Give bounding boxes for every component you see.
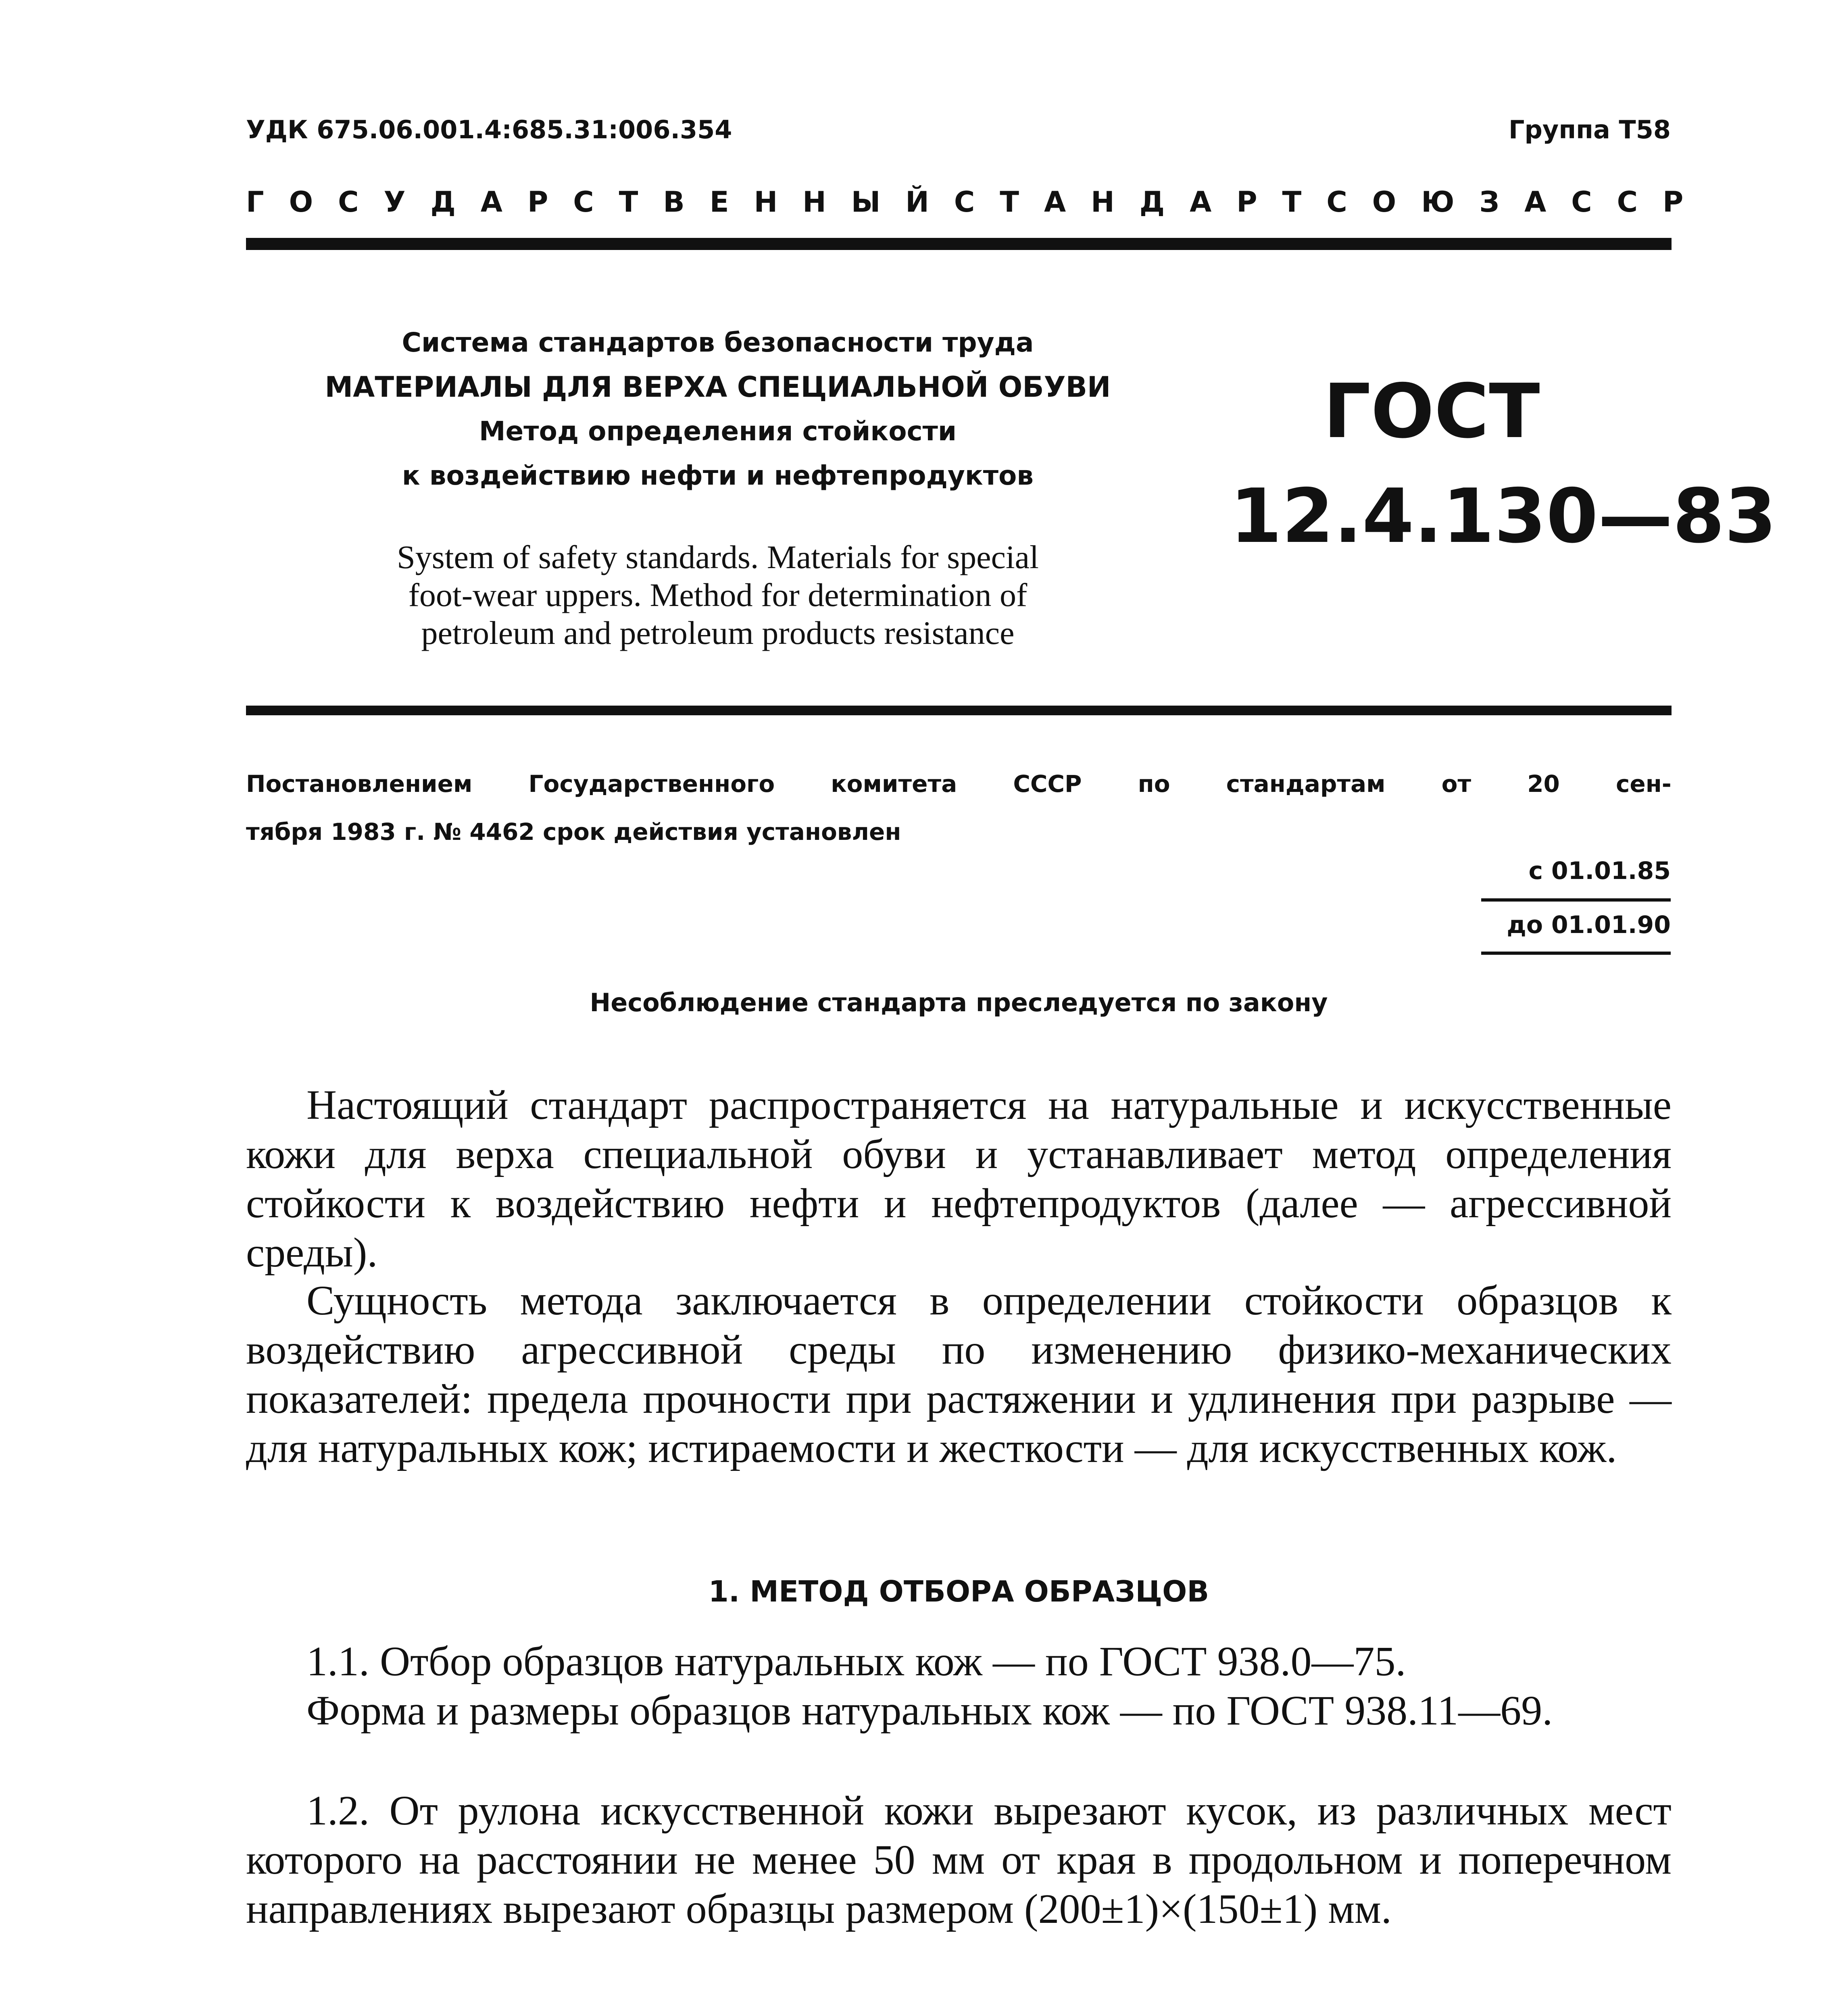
validity-underline (1481, 952, 1671, 955)
clause-1-1: 1.1. Отбор образцов натуральных кож — по ГОСТ 938.0—75. (306, 1638, 1406, 1685)
decree-word: СССР (1013, 770, 1082, 798)
decree-word: стандартам (1226, 770, 1386, 798)
validity-separator (1481, 898, 1671, 902)
decree-word: от (1441, 770, 1472, 798)
english-line-2: foot-wear uppers. Method for determination of (408, 577, 1028, 613)
decree-word: Постановлением (246, 770, 473, 798)
validity-period (1481, 855, 1671, 955)
udc-code: УДК 675.06.001.4:685.31:006.354 (246, 115, 732, 144)
middle-rule (246, 706, 1672, 715)
banner-word-4: ССР (1571, 185, 1709, 219)
intro-paragraph-essence: Сущность метода заключается в определении стойкости образцов к воздействию агрессивной среды по изменению физико-механических показателей: предела прочности при растяжении и удлинения при разрыве — для натуральных кож; истираемости и жесткости — для искусственных кож. (246, 1277, 1672, 1471)
clause-1-1-form: Форма и размеры образцов натуральных кож — по ГОСТ 938.11—69. (306, 1687, 1553, 1734)
banner-word-2: СТАНДАРТ (954, 185, 1327, 219)
title-line-method: Метод определения стойкости (479, 416, 957, 447)
english-line-1: System of safety standards. Materials for special (397, 539, 1039, 575)
valid-to-date: до 01.01.90 (1507, 911, 1671, 939)
decree-line-1 (246, 752, 1672, 816)
title-line-resistance: к воздействию нефти и нефтепродуктов (402, 460, 1034, 491)
decree-text (246, 752, 1672, 848)
noncompliance-notice: Несоблюдение стандарта преследуется по закону (590, 988, 1328, 1017)
gost-number: 12.4.130—83 (1230, 473, 1777, 560)
section-heading: 1. МЕТОД ОТБОРА ОБРАЗЦОВ (708, 1574, 1209, 1608)
clause-1-2: 1.2. От рулона искусственной кожи вырезают кусок, из различных мест которого на расстоянии не менее 50 мм от края в продольном и поперечном направлениях вырезают образцы размером (200±1)×(150±1) мм. (246, 1787, 1672, 1932)
gost-label: ГОСТ (1323, 368, 1540, 455)
english-line-3: petroleum and petroleum products resistance (421, 614, 1015, 651)
valid-from-date: с 01.01.85 (1528, 857, 1671, 885)
decree-word: комитета (831, 770, 957, 798)
banner-word-1: ГОСУДАРСТВЕННЫЙ (246, 185, 954, 219)
decree-word: по (1138, 770, 1170, 798)
state-standard-banner (246, 185, 1709, 219)
title-line-subject: МАТЕРИАЛЫ ДЛЯ ВЕРХА СПЕЦИАЛЬНОЙ ОБУВИ (325, 371, 1111, 404)
standard-title (315, 321, 1121, 498)
decree-line-2: тября 1983 г. № 4462 срок действия установлен (246, 818, 901, 846)
banner-word-3: СОЮЗА (1326, 185, 1572, 219)
decree-word: сен- (1616, 770, 1672, 798)
title-line-series: Система стандартов безопасности труда (402, 327, 1034, 358)
group-code: Группа Т58 (1509, 115, 1671, 144)
decree-word: 20 (1527, 770, 1560, 798)
decree-word: Государственного (528, 770, 775, 798)
english-title (315, 538, 1121, 652)
intro-paragraph-scope: Настоящий стандарт распространяется на натуральные и искусственные кожи для верха специальной обуви и устанавливает метод определения стойкости к воздействию нефти и нефтепродуктов (далее — агрессивной среды). (246, 1082, 1672, 1276)
top-rule (246, 238, 1672, 250)
